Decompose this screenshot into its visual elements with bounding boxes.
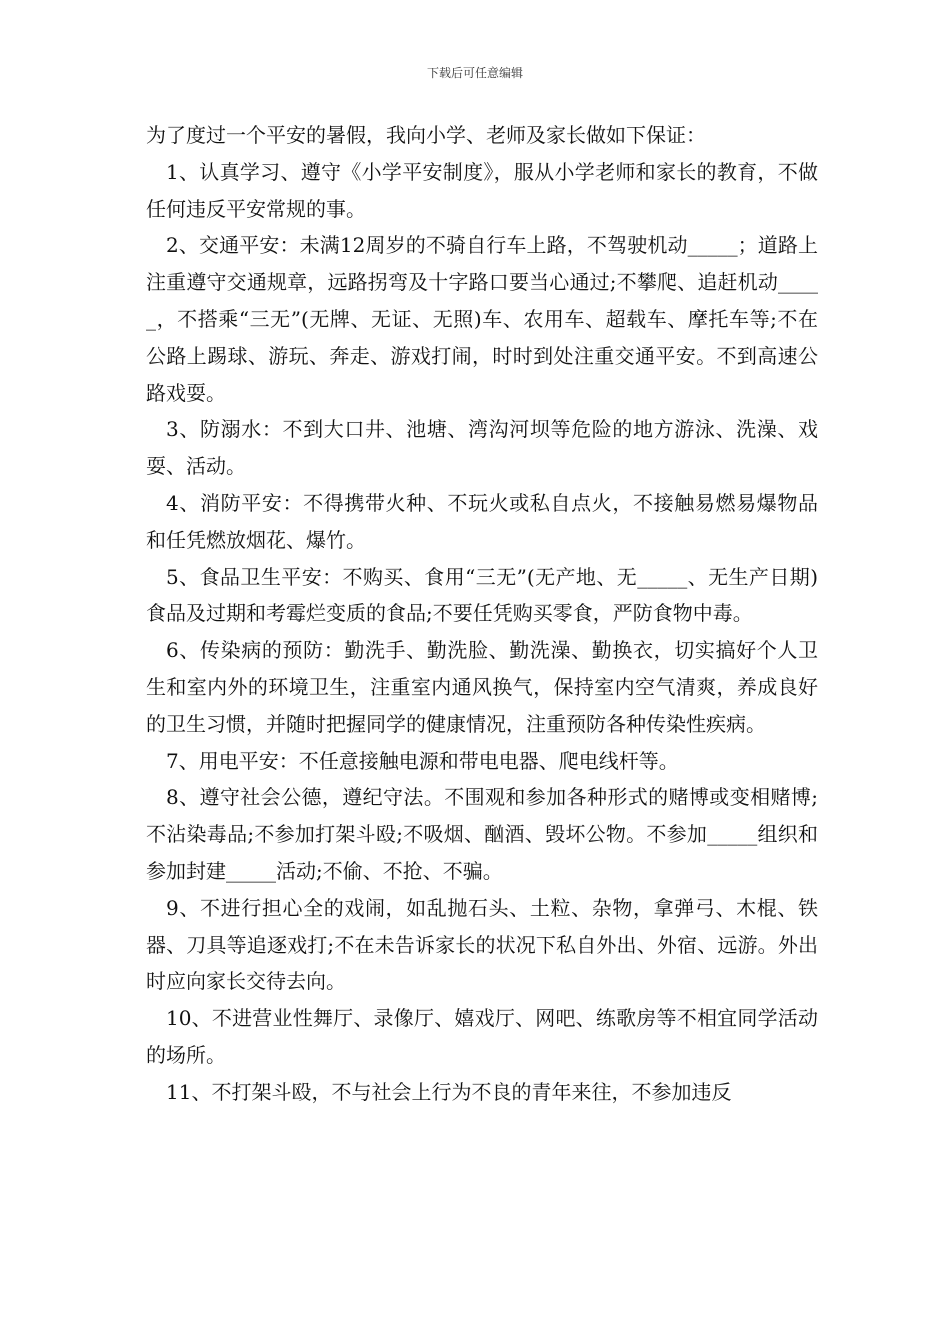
list-item-10: 10、不进营业性舞厅、录像厅、嬉戏厅、网吧、练歌房等不相宜同学活动的场所。 xyxy=(146,1006,818,1067)
list-item-8: 8、遵守社会公德，遵纪守法。不围观和参加各种形式的赌博或变相赌博;不沾染毒品;不参加打架斗殴;不吸烟、酗酒、毁坏公物。不参加_____组织和参加封建_____活动;不偷、不抢、不骗。 xyxy=(146,785,818,883)
list-item-3: 3、防溺水：不到大口井、池塘、湾沟河坝等危险的地方游泳、洗澡、戏耍、活动。 xyxy=(146,417,818,479)
list-item-4: 4、消防平安：不得携带火种、不玩火或私自点火，不接触易燃易爆物品和任凭燃放烟花、爆竹。 xyxy=(146,490,818,552)
list-item-2: 2、交通平安：未满12周岁的不骑自行车上路，不驾驶机动_____；道路上注重遵守交通规章，远路拐弯及十字路口要当心通过;不攀爬、追赶机动_____，不搭乘“三无”(无牌、无证、无照)车、农用车、超载车、摩托车等;不在公路上踢球、游玩、奔走、游戏打闹，时时到处注重交通平安。不到高速公路戏耍。 xyxy=(146,233,818,405)
list-item-6: 6、传染病的预防：勤洗手、勤洗脸、勤洗澡、勤换衣，切实搞好个人卫生和室内外的环境卫生，注重室内通风换气，保持室内空气清爽，养成良好的卫生习惯，并随时把握同学的健康情况，注重预防各种传染性疾病。 xyxy=(146,638,818,736)
intro-paragraph: 为了度过一个平安的暑假，我向小学、老师及家长做如下保证： xyxy=(146,123,706,147)
page-header-note: 下载后可任意编辑 xyxy=(426,66,523,80)
list-item-1: 1、认真学习、遵守《小学平安制度》，服从小学老师和家长的教育，不做任何违反平安常规的事。 xyxy=(146,159,818,221)
list-item-7: 7、用电平安：不任意接触电源和带电电器、爬电线杆等。 xyxy=(166,748,679,773)
document-body xyxy=(146,117,818,1111)
list-item-11: 11、不打架斗殴，不与社会上行为不良的青年来往，不参加违反 xyxy=(166,1079,732,1104)
list-item-5: 5、食品卫生平安：不购买、食用“三无”(无产地、无_____、无生产日期)食品及过期和考霉烂变质的食品;不要任凭购买零食，严防食物中毒。 xyxy=(146,564,818,626)
list-item-9: 9、不进行担心全的戏闹，如乱抛石头、土粒、杂物，拿弹弓、木棍、铁器、刀具等追逐戏打;不在未告诉家长的状况下私自外出、外宿、远游。外出时应向家长交待去向。 xyxy=(146,895,818,994)
